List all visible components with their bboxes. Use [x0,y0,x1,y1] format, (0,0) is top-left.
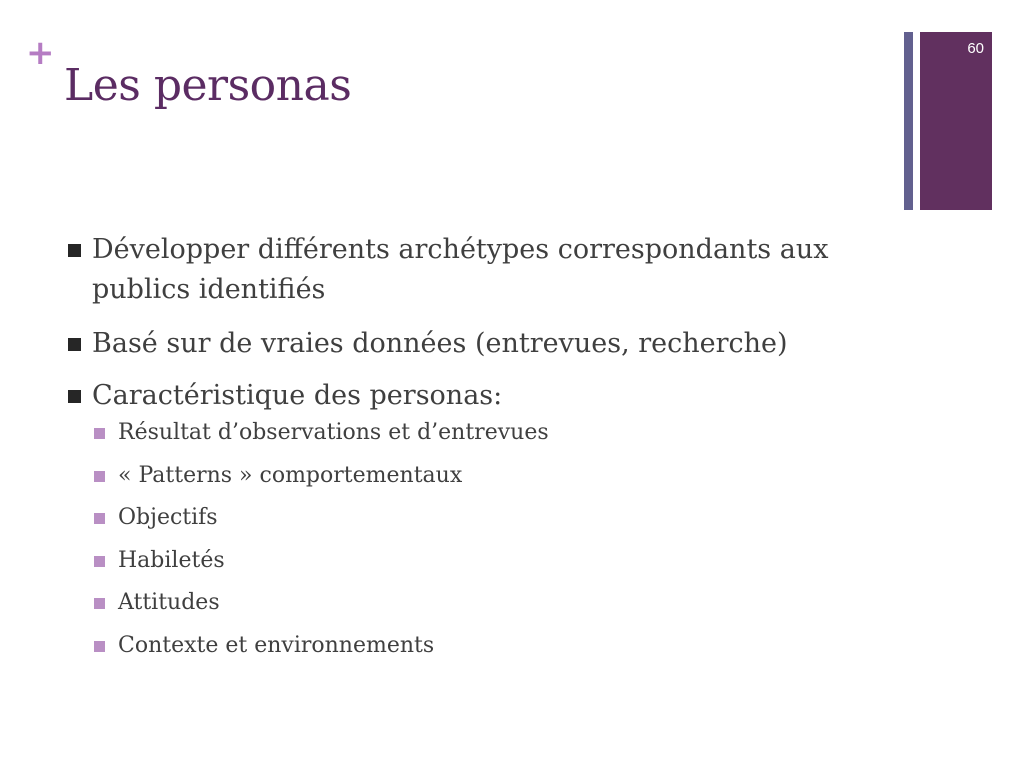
bullet-list [68,230,908,673]
bullet-text: Basé sur de vraies données (entrevues, recherche) [92,328,788,359]
sub-bullet-list [94,418,908,661]
sub-bullet-text: Résultat d’observations et d’entrevues [118,420,549,445]
square-bullet-icon [68,244,81,257]
square-bullet-icon [68,338,81,351]
bullet-item [68,324,908,364]
sub-bullet-item [94,503,908,533]
square-sub-bullet-icon [94,641,105,652]
sub-bullet-text: Habiletés [118,547,225,573]
decorative-accent-block [920,32,992,210]
square-sub-bullet-icon [94,513,105,524]
sub-bullet-item [94,631,908,661]
bullet-text: Caractéristique des personas: [92,380,503,411]
square-sub-bullet-icon [94,428,105,439]
square-bullet-icon [68,390,81,403]
decorative-thin-bar [904,32,913,210]
sub-bullet-text: Objectifs [118,505,218,530]
square-sub-bullet-icon [94,556,105,567]
slide-number: 60 [967,40,984,57]
bullet-text: Développer différents archétypes correspondants aux publics identifiés [92,234,829,305]
square-sub-bullet-icon [94,598,105,609]
sub-bullet-text: « Patterns » comportementaux [118,462,463,488]
bullet-item [68,376,908,416]
sub-bullet-text: Contexte et environnements [118,632,435,658]
sub-bullet-item [94,461,908,491]
square-sub-bullet-icon [94,471,105,482]
sub-bullet-item [94,418,908,448]
sub-bullet-item [94,588,908,618]
bullet-item [68,230,908,310]
plus-icon: + [26,33,55,73]
sub-bullet-text: Attitudes [118,590,220,615]
slide-title: Les personas [64,60,352,111]
sub-bullet-item [94,546,908,576]
